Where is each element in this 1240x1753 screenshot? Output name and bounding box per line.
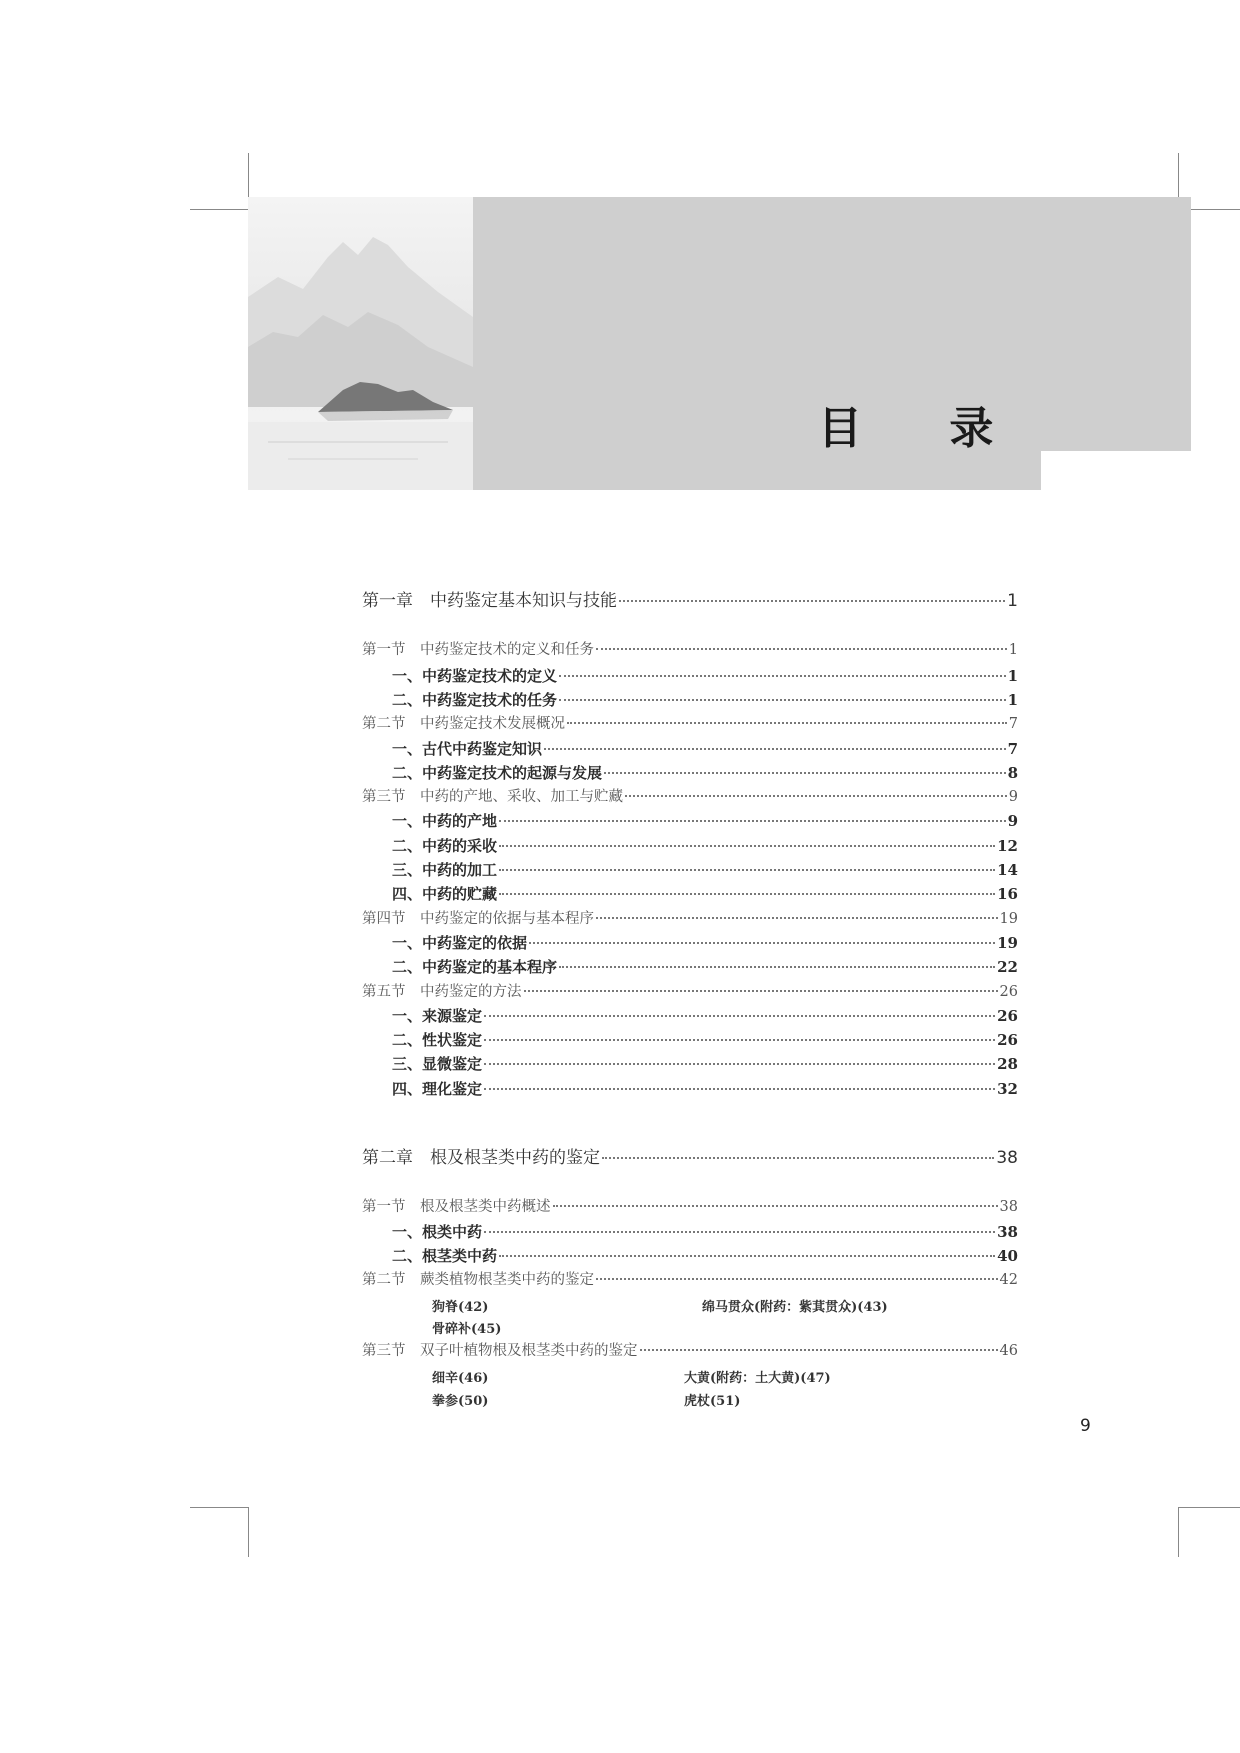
toc-item[interactable] [362, 737, 1018, 761]
page-number: 9 [1080, 1416, 1091, 1436]
leader-dots [499, 893, 995, 895]
toc-page-number: 9 [1008, 789, 1018, 805]
toc-item[interactable] [362, 688, 1018, 712]
toc-item-label: 二、根茎类中药 [392, 1247, 498, 1265]
toc-item-label: 二、中药鉴定技术的任务 [392, 691, 558, 709]
toc-item[interactable] [362, 1244, 1018, 1268]
leader-dots [524, 990, 998, 992]
toc-page-number: 22 [997, 958, 1018, 976]
toc-item-label: 一、古代中药鉴定知识 [392, 740, 543, 758]
toc-item[interactable] [362, 1220, 1018, 1244]
toc-item-label: 二、中药鉴定的基本程序 [392, 958, 558, 976]
toc-page-number: 38 [997, 1223, 1018, 1241]
leader-dots [567, 722, 1007, 724]
leader-dots [625, 795, 1007, 797]
crop-mark-top-right-h [1191, 209, 1240, 210]
toc-item-label: 一、根类中药 [392, 1223, 483, 1241]
toc-item[interactable] [362, 931, 1018, 955]
toc-item[interactable] [362, 955, 1018, 979]
leader-dots [529, 942, 995, 944]
leader-dots [604, 772, 1006, 774]
toc-subitem[interactable]: 拳参(50) [432, 1394, 489, 1409]
toc-section-label: 第三节 双子叶植物根及根茎类中药的鉴定 [362, 1343, 638, 1359]
toc-page-number: 26 [997, 1007, 1018, 1025]
toc-page-number: 26 [997, 1031, 1018, 1049]
toc-page-number: 1 [1008, 642, 1018, 658]
leader-dots [499, 869, 995, 871]
leader-dots [640, 1349, 998, 1351]
leader-dots [544, 748, 1006, 750]
toc-section-label: 第一节 根及根茎类中药概述 [362, 1199, 551, 1215]
toc-section-label: 第一节 中药鉴定技术的定义和任务 [362, 642, 594, 658]
crop-mark-bottom-left-h [190, 1507, 248, 1508]
toc-page-number: 7 [1007, 740, 1018, 758]
toc-page-number: 46 [999, 1343, 1018, 1359]
toc-section[interactable] [362, 1268, 1018, 1292]
leader-dots [484, 1063, 995, 1065]
leader-dots [499, 845, 995, 847]
toc-section[interactable] [362, 638, 1018, 662]
leader-dots [596, 1278, 998, 1280]
crop-mark-bottom-left-v [248, 1507, 249, 1557]
toc-item[interactable] [362, 1004, 1018, 1028]
leader-dots [484, 1015, 995, 1017]
leader-dots [596, 648, 1007, 650]
leader-dots [619, 600, 1005, 602]
toc-item[interactable] [362, 1077, 1018, 1101]
crop-mark-bottom-right-h [1178, 1507, 1240, 1508]
toc-page-number: 1 [1007, 667, 1018, 685]
toc-subitem[interactable]: 骨碎补(45) [432, 1322, 502, 1337]
toc-page-number: 40 [997, 1247, 1018, 1265]
toc-item-label: 一、中药鉴定技术的定义 [392, 667, 558, 685]
toc-item-label: 三、中药的加工 [392, 861, 498, 879]
toc-section[interactable] [362, 907, 1018, 931]
toc-item-label: 一、中药鉴定的依据 [392, 934, 528, 952]
toc-page-number: 8 [1007, 764, 1018, 782]
mountain-landscape-image [248, 197, 473, 490]
toc-page-number: 16 [997, 885, 1018, 903]
leader-dots [553, 1205, 998, 1207]
toc-section[interactable] [362, 980, 1018, 1004]
leader-dots [559, 699, 1006, 701]
toc-page-number: 42 [999, 1272, 1018, 1288]
toc-item[interactable] [362, 882, 1018, 906]
toc-subitem[interactable]: 虎杖(51) [684, 1394, 741, 1409]
toc-section-label: 第五节 中药鉴定的方法 [362, 984, 522, 1000]
leader-dots [559, 675, 1006, 677]
toc-item-label: 四、理化鉴定 [392, 1080, 483, 1098]
toc-item[interactable] [362, 834, 1018, 858]
leader-dots [559, 966, 995, 968]
toc-item[interactable] [362, 761, 1018, 785]
toc-subitem[interactable]: 绵马贯众(附药：紫萁贯众)(43) [702, 1300, 888, 1315]
toc-page-number: 14 [997, 861, 1018, 879]
toc-subitem[interactable]: 细辛(46) [432, 1371, 489, 1386]
page-title: 目 录 [818, 403, 1030, 454]
toc-chapter[interactable] [362, 586, 1018, 616]
toc-page-number: 28 [997, 1055, 1018, 1073]
landscape-illustration [248, 197, 473, 490]
toc-page-number: 12 [997, 837, 1018, 855]
toc-item[interactable] [362, 858, 1018, 882]
toc-page-number: 38 [996, 1148, 1018, 1168]
toc-page-number: 32 [997, 1080, 1018, 1098]
toc-item-label: 三、显微鉴定 [392, 1055, 483, 1073]
leader-dots [484, 1088, 995, 1090]
crop-mark-top-left-h [190, 209, 248, 210]
toc-item-label: 四、中药的贮藏 [392, 885, 498, 903]
toc-subitem[interactable]: 狗脊(42) [432, 1300, 489, 1315]
toc-item-label: 二、性状鉴定 [392, 1031, 483, 1049]
toc-chapter[interactable] [362, 1143, 1018, 1173]
toc-item[interactable] [362, 664, 1018, 688]
leader-dots [484, 1039, 995, 1041]
leader-dots [499, 1255, 995, 1257]
toc-item-label: 二、中药鉴定技术的起源与发展 [392, 764, 603, 782]
header-banner-tab [1041, 197, 1191, 451]
toc-section[interactable] [362, 1339, 1018, 1363]
leader-dots [484, 1231, 995, 1233]
toc-page-number: 1 [1007, 691, 1018, 709]
leader-dots [596, 917, 998, 919]
toc-section-label: 第二节 中药鉴定技术发展概况 [362, 716, 565, 732]
toc-item-label: 二、中药的采收 [392, 837, 498, 855]
toc-chapter-label: 第二章 根及根茎类中药的鉴定 [362, 1148, 600, 1168]
toc-item[interactable] [362, 1028, 1018, 1052]
toc-page-number: 9 [1007, 812, 1018, 830]
toc-page-number: 7 [1008, 716, 1018, 732]
toc-chapter-label: 第一章 中药鉴定基本知识与技能 [362, 591, 617, 611]
toc-section[interactable] [362, 785, 1018, 809]
toc-item[interactable] [362, 809, 1018, 833]
toc-item-label: 一、来源鉴定 [392, 1007, 483, 1025]
toc-section[interactable] [362, 712, 1018, 736]
toc-item[interactable] [362, 1052, 1018, 1076]
toc-page-number: 1 [1007, 591, 1018, 611]
toc-page-number: 19 [997, 934, 1018, 952]
crop-mark-bottom-right-v [1178, 1507, 1179, 1557]
toc-section-label: 第四节 中药鉴定的依据与基本程序 [362, 911, 594, 927]
toc-item-label: 一、中药的产地 [392, 812, 498, 830]
toc-section-label: 第三节 中药的产地、采收、加工与贮藏 [362, 789, 623, 805]
toc-section[interactable] [362, 1195, 1018, 1219]
toc-page-number: 38 [999, 1199, 1018, 1215]
leader-dots [602, 1157, 994, 1159]
toc-section-label: 第二节 蕨类植物根茎类中药的鉴定 [362, 1272, 594, 1288]
toc-subitem[interactable]: 大黄(附药：土大黄)(47) [684, 1371, 831, 1386]
toc-page-number: 19 [999, 911, 1018, 927]
toc-page-number: 26 [999, 984, 1018, 1000]
leader-dots [499, 820, 1006, 822]
